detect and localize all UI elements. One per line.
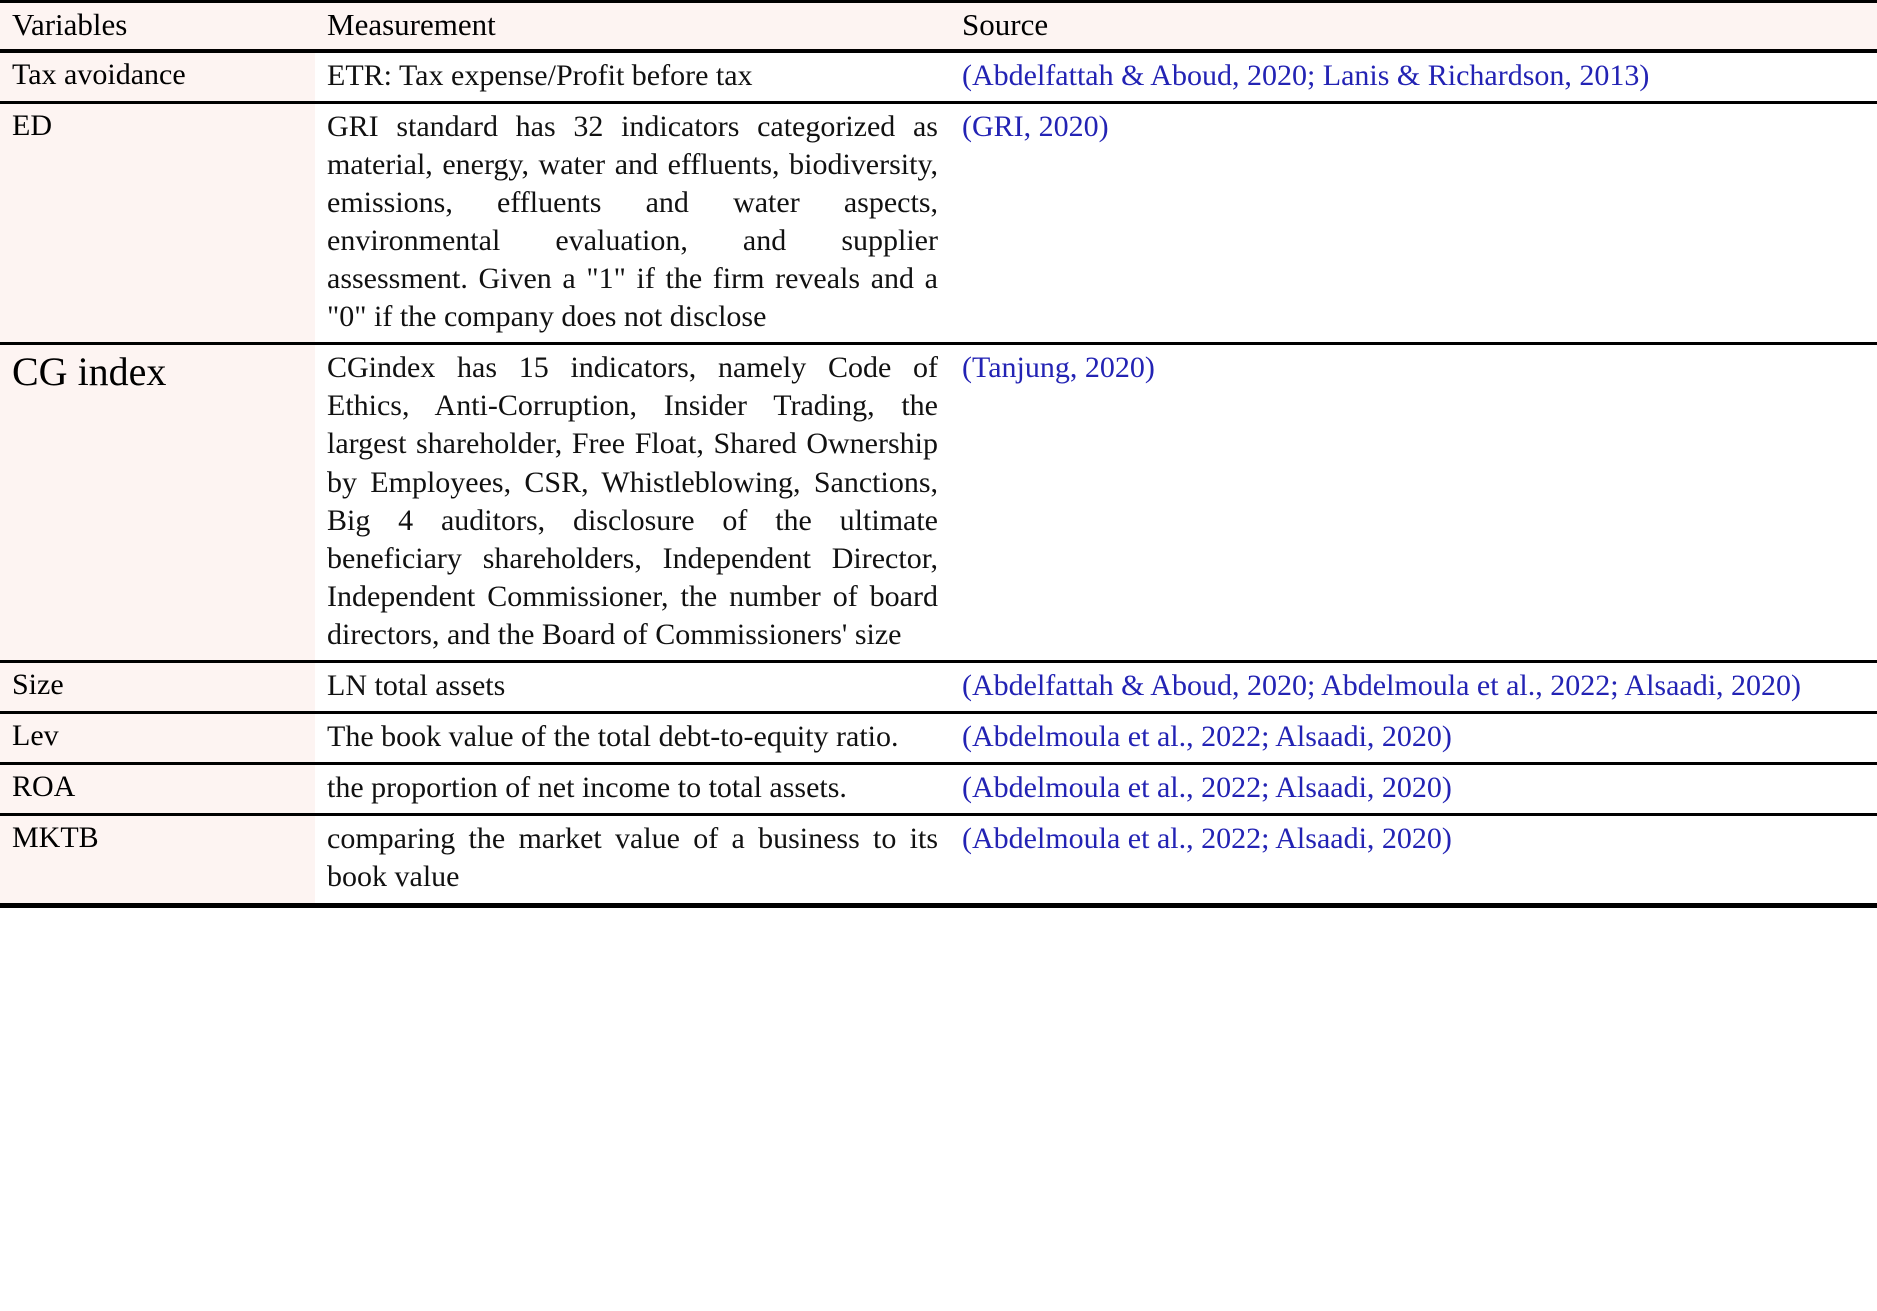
source-citation: (GRI, 2020) [962,109,1109,143]
variable-label: Lev [12,719,59,753]
table-row [0,102,1877,344]
row-source-cell [950,713,1877,764]
column-header-source [950,2,1877,51]
row-variable-cell [0,662,315,713]
source-citation: (Abdelfattah & Aboud, 2020; Lanis & Richardson, 2013) [962,58,1650,92]
table-header-row [0,2,1877,51]
variable-label: ED [12,108,52,142]
column-header-variables-label: Variables [12,7,128,42]
table-row [0,764,1877,815]
row-measurement-cell [315,815,950,905]
variable-label: Tax avoidance [12,57,186,91]
row-measurement-cell [315,713,950,764]
row-source-cell [950,51,1877,103]
measurement-text: the proportion of net income to total assets. [327,771,847,805]
variable-label: MKTB [12,821,99,855]
row-measurement-cell [315,662,950,713]
row-variable-cell [0,815,315,905]
row-variable-cell [0,764,315,815]
table-row [0,815,1877,905]
measurement-text: LN total assets [327,669,506,703]
variable-label: Size [12,668,64,702]
row-measurement-cell [315,344,950,662]
row-variable-cell [0,51,315,103]
column-header-measurement [315,2,950,51]
measurement-text: CGindex has 15 indicators, namely Code of Ethics, Anti-Corruption, Insider Trading, the largest shareholder, Free Float, Shared Ownership by Employees, CSR, Whistleblowing, Sanctions, Big 4 auditors, disclosure of the ultimate beneficiary shareholders, Independent Director, Independent Commissioner, the number of board directors, and the Board of Commissioners' size [327,351,938,651]
table-row [0,51,1877,103]
column-header-source-label: Source [962,7,1049,42]
column-header-variables [0,2,315,51]
row-source-cell [950,815,1877,905]
table-body [0,51,1877,905]
row-source-cell [950,662,1877,713]
measurement-text: ETR: Tax expense/Profit before tax [327,58,753,92]
row-measurement-cell [315,764,950,815]
source-citation: (Abdelmoula et al., 2022; Alsaadi, 2020) [962,771,1452,805]
row-measurement-cell [315,102,950,344]
table-header [0,2,1877,51]
row-variable-cell [0,344,315,662]
row-variable-cell [0,713,315,764]
table-row [0,344,1877,662]
row-source-cell [950,102,1877,344]
column-header-measurement-label: Measurement [327,7,496,42]
source-citation: (Abdelmoula et al., 2022; Alsaadi, 2020) [962,822,1452,856]
variable-label: ROA [12,770,76,804]
measurement-text: comparing the market value of a business to its book value [327,822,938,894]
row-variable-cell [0,102,315,344]
table-row [0,713,1877,764]
source-citation: (Tanjung, 2020) [962,351,1155,385]
measurement-text: GRI standard has 32 indicators categorized as material, energy, water and effluents, biodiversity, emissions, effluents and water aspects, environmental evaluation, and supplier assessment. Given a "1" if the firm reveals and a "0" if the company does not disclose [327,109,938,334]
row-source-cell [950,764,1877,815]
variable-label: CG index [12,349,167,395]
table-row [0,662,1877,713]
row-source-cell [950,344,1877,662]
source-citation: (Abdelfattah & Aboud, 2020; Abdelmoula et al., 2022; Alsaadi, 2020) [962,669,1802,703]
measurement-text: The book value of the total debt-to-equity ratio. [327,720,899,754]
source-citation: (Abdelmoula et al., 2022; Alsaadi, 2020) [962,720,1452,754]
row-measurement-cell [315,51,950,103]
